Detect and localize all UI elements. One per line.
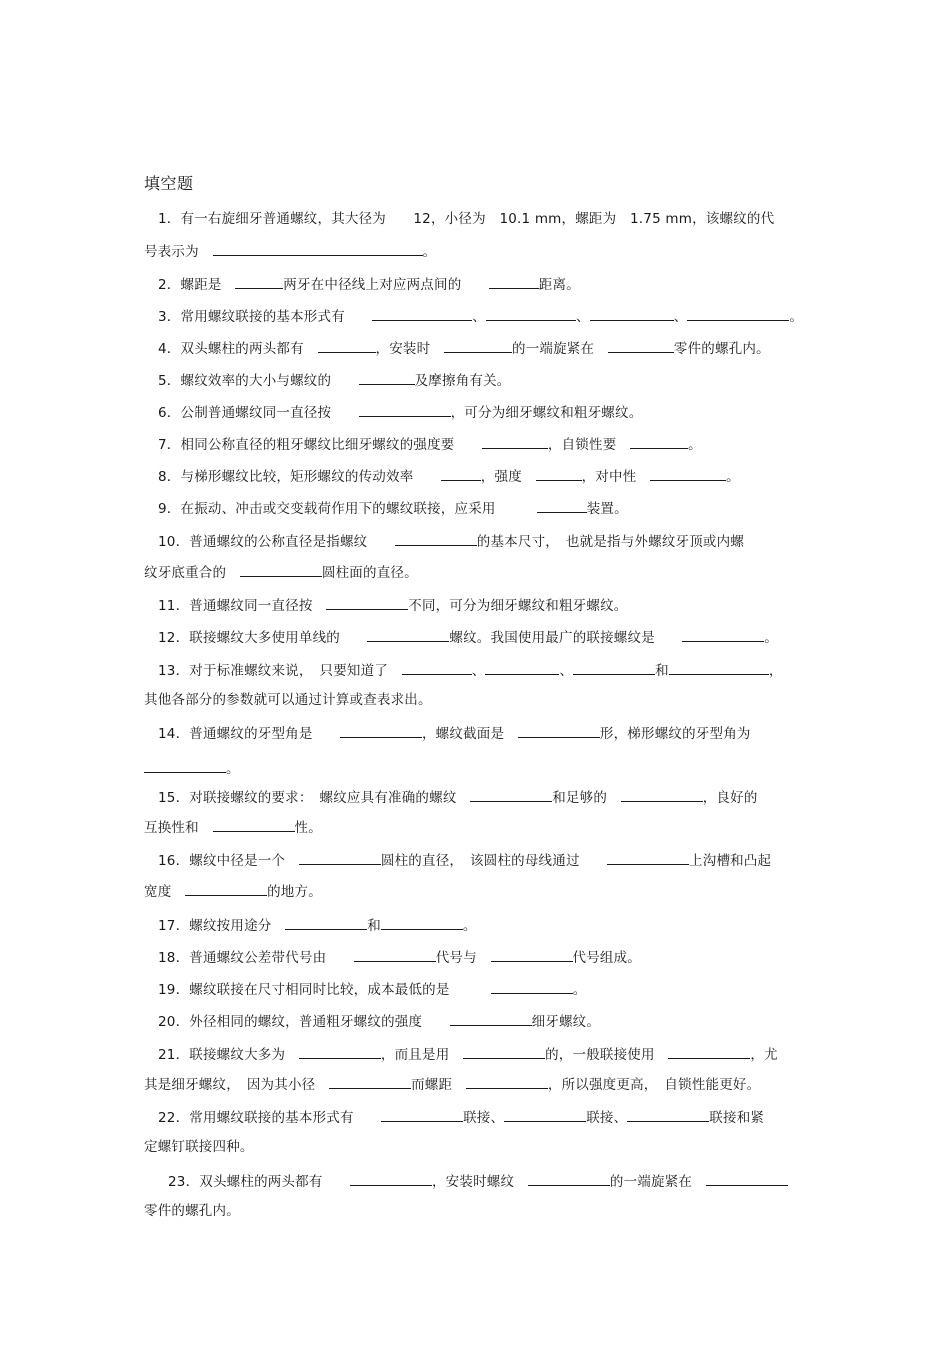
answer-blank[interactable] [340, 724, 422, 738]
question-text: ，而且是用 [380, 1047, 464, 1063]
question-text: 的一端旋紧在 [609, 1174, 706, 1190]
answer-blank[interactable] [359, 403, 451, 417]
question-text: 18．普通螺纹公差带代号由 [158, 950, 354, 966]
question-text: 零件的螺孔内。 [144, 1203, 240, 1219]
question-text: 4．双头螺柱的两头都有 [158, 341, 318, 357]
answer-blank[interactable] [441, 467, 481, 481]
answer-blank[interactable] [491, 948, 573, 962]
answer-blank[interactable] [318, 339, 376, 353]
answer-blank[interactable] [489, 275, 539, 289]
question-text: 定螺钉联接四种。 [144, 1139, 254, 1155]
answer-blank[interactable] [482, 435, 548, 449]
answer-blank[interactable] [144, 759, 226, 773]
question-text: 上沟槽和凸起 [689, 853, 772, 869]
answer-blank[interactable] [630, 435, 688, 449]
answer-blank[interactable] [450, 1012, 532, 1026]
question-text: 和足够的 [552, 790, 621, 806]
question-text: ，所以强度更高， 自锁性能更好。 [547, 1077, 761, 1093]
question-text: 联接和紧 [709, 1110, 765, 1126]
answer-blank[interactable] [240, 563, 322, 577]
question-line [158, 532, 744, 551]
answer-blank[interactable] [504, 1108, 586, 1122]
question-text: 联接、 [463, 1110, 505, 1126]
answer-blank[interactable] [491, 980, 573, 994]
question-text: 2．螺距是 [158, 277, 236, 293]
question-text: 7．相同公称直径的粗牙螺纹比细牙螺纹的强度要 [158, 437, 482, 453]
question-text: 3．常用螺纹联接的基本形式有 [158, 309, 373, 325]
answer-blank[interactable] [470, 788, 552, 802]
answer-blank[interactable] [573, 661, 655, 675]
question-line [144, 1138, 254, 1156]
question-text: 。 [226, 761, 240, 777]
answer-blank[interactable] [590, 307, 674, 321]
question-text: 代号与 [435, 950, 491, 966]
question-text: 及摩擦角有关。 [414, 373, 511, 389]
question-line [144, 1075, 760, 1094]
question-line [158, 948, 641, 967]
question-text: 12．联接螺纹大多使用单线的 [158, 630, 368, 646]
question-text: 圆柱的直径， 该圆柱的母线通过 [380, 853, 608, 869]
question-text: 、 [559, 663, 574, 679]
question-text: 17．螺纹按用途分 [158, 918, 286, 934]
answer-blank[interactable] [486, 307, 576, 321]
answer-blank[interactable] [372, 307, 472, 321]
question-text: 。 [726, 469, 740, 485]
question-text: 距离。 [538, 277, 580, 293]
answer-blank[interactable] [621, 788, 703, 802]
question-line [144, 818, 322, 837]
question-text: 1．有一右旋细牙普通螺纹，其大径为 12，小径为 10.1 mm，螺距为 1.75 mm，该螺纹的代 [158, 211, 775, 227]
answer-blank[interactable] [326, 596, 408, 610]
question-text: 不同，可分为细牙螺纹和粗牙螺纹。 [408, 598, 628, 614]
answer-blank[interactable] [607, 851, 689, 865]
answer-blank[interactable] [518, 724, 600, 738]
question-text: 两牙在中径线上对应两点间的 [283, 277, 489, 293]
question-text: 的基本尺寸， 也就是指与外螺纹牙顶或内螺 [476, 534, 745, 550]
question-text: ，对中性 [581, 469, 651, 485]
answer-blank[interactable] [444, 339, 512, 353]
question-line [144, 882, 322, 901]
question-line [158, 339, 770, 358]
question-text: ，安装时 [375, 341, 444, 357]
question-line [158, 467, 740, 486]
answer-blank[interactable] [682, 628, 764, 642]
answer-blank[interactable] [299, 1045, 381, 1059]
question-text: 其他各部分的参数就可以通过计算或查表求出。 [144, 692, 432, 708]
answer-blank[interactable] [359, 371, 415, 385]
question-text: 21．联接螺纹大多为 [158, 1047, 299, 1063]
answer-blank[interactable] [687, 307, 789, 321]
question-text: 6．公制普通螺纹同一直径按 [158, 405, 359, 421]
answer-blank[interactable] [485, 661, 559, 675]
question-text: 、 [576, 309, 590, 325]
question-text: 23．双头螺柱的两头都有 [168, 1174, 350, 1190]
section-heading: 填空题 [144, 174, 194, 193]
answer-blank[interactable] [381, 916, 463, 930]
question-line [158, 916, 477, 935]
question-text: 、 [673, 309, 688, 325]
question-text: 14．普通螺纹的牙型角是 [158, 726, 340, 742]
question-text: 。 [764, 630, 778, 646]
answer-blank[interactable] [650, 467, 726, 481]
question-text: 零件的螺孔内。 [673, 341, 770, 357]
answer-blank[interactable] [668, 1045, 750, 1059]
question-text: 10．普通螺纹的公称直径是指螺纹 [158, 534, 395, 550]
answer-blank[interactable] [350, 1172, 432, 1186]
question-text: 、 [471, 663, 486, 679]
question-line [158, 628, 778, 647]
answer-blank[interactable] [463, 1045, 545, 1059]
question-text: 代号组成。 [572, 950, 641, 966]
question-line [158, 724, 751, 743]
question-text: 的地方。 [267, 884, 322, 900]
answer-blank[interactable] [627, 1108, 709, 1122]
question-text: 8．与梯形螺纹比较，矩形螺纹的传动效率 [158, 469, 441, 485]
question-text: 细牙螺纹。 [531, 1014, 601, 1030]
question-line [158, 1012, 600, 1031]
question-text: 的，一般联接使用 [545, 1047, 669, 1063]
question-text: ，螺纹截面是 [421, 726, 518, 742]
question-text: 纹牙底重合的 [144, 565, 240, 581]
question-text: ， [768, 663, 783, 679]
question-text: 和 [367, 918, 381, 934]
question-text: 装置。 [586, 501, 628, 517]
answer-blank[interactable] [354, 948, 436, 962]
question-text: 。 [462, 918, 477, 934]
question-text: ，自锁性要 [547, 437, 631, 453]
question-line [158, 307, 803, 326]
question-text: 。 [789, 309, 804, 325]
answer-blank[interactable] [466, 1075, 548, 1089]
answer-blank[interactable] [367, 628, 449, 642]
question-text: 20．外径相同的螺纹，普通粗牙螺纹的强度 [158, 1014, 450, 1030]
answer-blank[interactable] [235, 275, 283, 289]
answer-blank[interactable] [299, 851, 381, 865]
question-text: 而螺距 [411, 1077, 466, 1093]
question-line [158, 661, 783, 680]
question-text: 22．常用螺纹联接的基本形式有 [158, 1110, 382, 1126]
question-text: 13．对于标准螺纹来说， 只要知道了 [158, 663, 402, 679]
question-text: 螺纹。我国使用最广的联接螺纹是 [449, 630, 683, 646]
question-line [158, 1045, 778, 1064]
answer-blank[interactable] [608, 339, 674, 353]
question-line [158, 210, 774, 228]
question-line [144, 242, 436, 261]
question-text: 互换性和 [144, 820, 213, 836]
answer-blank[interactable] [185, 882, 267, 896]
question-text: 的一端旋紧在 [512, 341, 608, 357]
question-line [144, 691, 432, 709]
question-line [158, 499, 628, 518]
question-line [158, 403, 642, 422]
question-text: 19．螺纹联接在尺寸相同时比较，成本最低的是 [158, 982, 491, 998]
question-text: 形，梯形螺纹的牙型角为 [599, 726, 751, 742]
question-line [158, 788, 758, 807]
question-text: 16．螺纹中径是一个 [158, 853, 299, 869]
question-text: 宽度 [144, 884, 186, 900]
question-line [158, 435, 702, 454]
question-text: ，强度 [480, 469, 536, 485]
question-line [144, 563, 418, 582]
answer-blank[interactable] [213, 818, 295, 832]
question-line [158, 596, 627, 615]
question-line [158, 371, 511, 390]
question-text: 5．螺纹效率的大小与螺纹的 [158, 373, 359, 389]
question-line [168, 1172, 788, 1191]
question-line [158, 275, 580, 294]
answer-blank[interactable] [329, 1075, 411, 1089]
question-text: 。 [688, 437, 702, 453]
question-line [158, 851, 771, 870]
question-text: 其是细牙螺纹， 因为其小径 [144, 1077, 330, 1093]
question-text: ，可分为细牙螺纹和粗牙螺纹。 [450, 405, 643, 421]
question-text: ，良好的 [702, 790, 758, 806]
answer-blank[interactable] [402, 661, 472, 675]
question-text: ，安装时螺纹 [431, 1174, 528, 1190]
question-text: 圆柱面的直径。 [321, 565, 418, 581]
question-line [144, 1202, 240, 1220]
answer-blank[interactable] [528, 1172, 610, 1186]
answer-blank[interactable] [395, 532, 477, 546]
question-line [144, 759, 240, 778]
question-line [158, 980, 586, 999]
answer-blank[interactable] [381, 1108, 463, 1122]
answer-blank[interactable] [669, 661, 769, 675]
answer-blank[interactable] [536, 467, 582, 481]
answer-blank[interactable] [537, 499, 587, 513]
question-text: 15．对联接螺纹的要求： 螺纹应具有准确的螺纹 [158, 790, 471, 806]
question-text: 11．普通螺纹同一直径按 [158, 598, 327, 614]
question-text: 。 [422, 244, 437, 260]
answer-blank[interactable] [285, 916, 367, 930]
question-text: 号表示为 [144, 244, 213, 260]
question-text: 。 [572, 982, 587, 998]
question-text: 、 [472, 309, 486, 325]
question-line [158, 1108, 764, 1127]
question-text: ，尤 [750, 1047, 778, 1063]
answer-blank[interactable] [213, 242, 423, 256]
question-text: 9．在振动、冲击或交变载荷作用下的螺纹联接，应采用 [158, 501, 537, 517]
answer-blank[interactable] [706, 1172, 788, 1186]
question-text: 联接、 [586, 1110, 628, 1126]
question-text: 和 [655, 663, 669, 679]
question-text: 性。 [294, 820, 322, 836]
